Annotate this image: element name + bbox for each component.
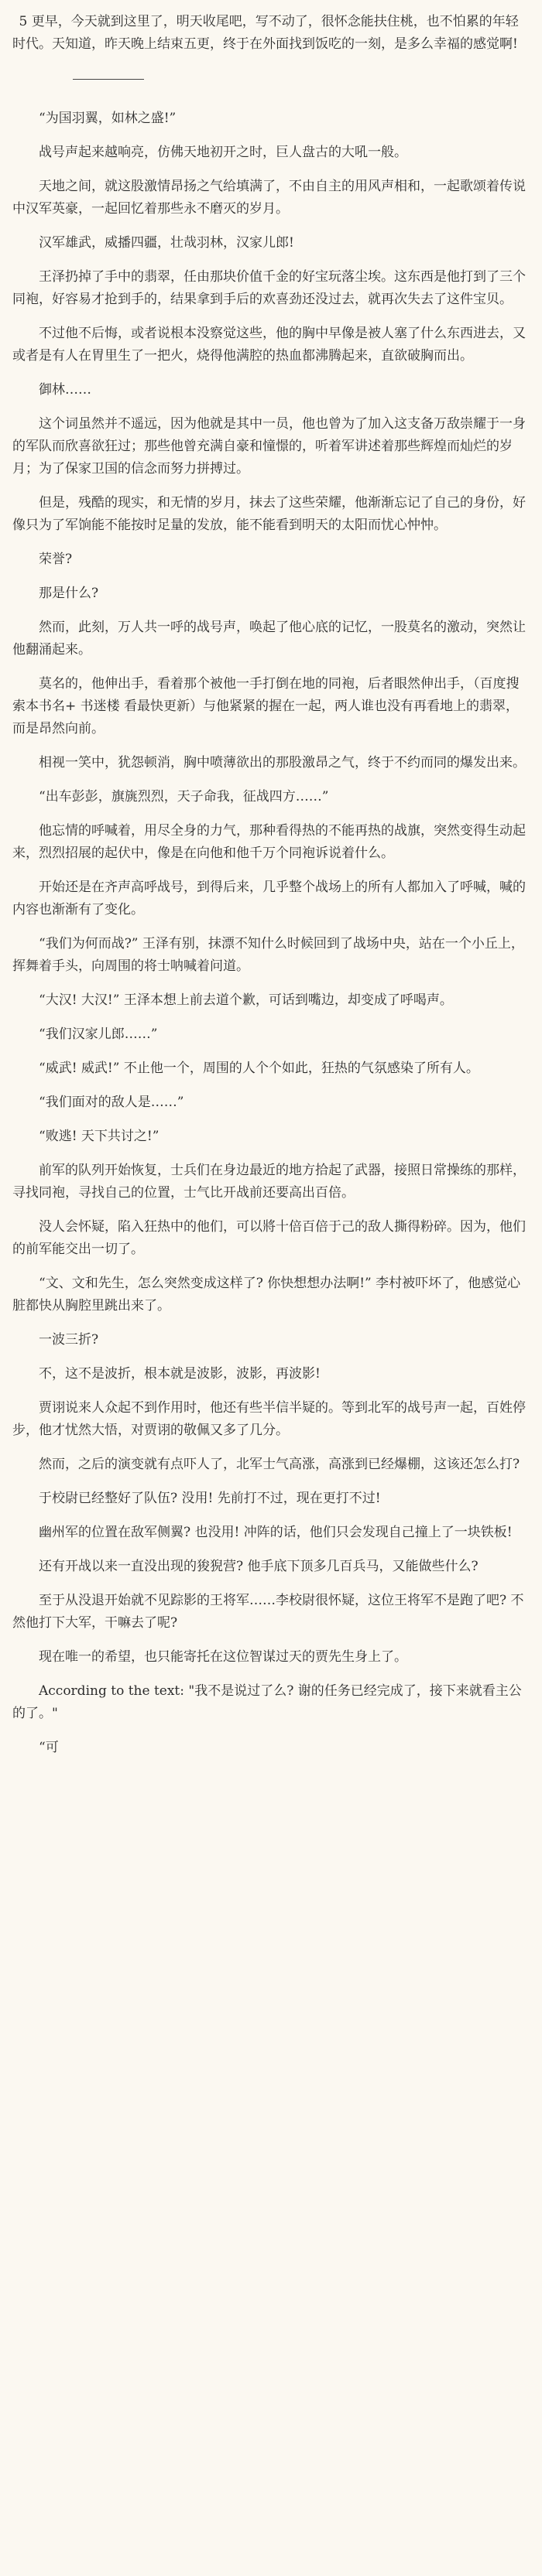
body-paragraph: 没人会怀疑，陷入狂热中的他们，可以將十倍百倍于己的敌人撕得粉碎。因为，他们的前军能交出一切了。 xyxy=(12,1219,526,1257)
section-divider xyxy=(73,79,144,80)
body-paragraph: 现在唯一的希望，也只能寄托在这位智谋过天的贾先生身上了。 xyxy=(39,1649,407,1665)
body-paragraph: “威武! 威武!” 不止他一个，周围的人个个如此，狂热的气氛感染了所有人。 xyxy=(39,1061,479,1076)
body-paragraph: “败逃! 天下共讨之!” xyxy=(39,1129,160,1144)
body-paragraph: “文、文和先生，怎么突然变成这样了? 你快想想办法啊!” 李村被吓坏了，他感觉心脏都快从胸腔里跳出来了。 xyxy=(12,1276,521,1314)
paragraph-list xyxy=(12,108,530,1759)
body-paragraph: 然而，此刻，万人共一呼的战号声，唤起了他心底的记忆，一股莫名的激动，突然让他翻涌起来。 xyxy=(12,620,526,658)
body-paragraph: 相视一笑中，犹怨顿消，胸中喷薄欲出的那股激昂之气，终于不约而同的爆发出来。 xyxy=(39,755,526,770)
body-paragraph: 不过他不后悔，或者说根本没察觉这些，他的胸中早像是被人塞了什么东西进去，又或者是有人在胃里生了一把火，烧得他满腔的热血都沸腾起来，直欲破胸而出。 xyxy=(12,326,526,364)
body-paragraph: 前军的队列开始恢复，士兵们在身边最近的地方拾起了武器，接照日常操练的那样，寻找同袍，寻找自己的位置，士气比开战前还要高出百倍。 xyxy=(12,1163,526,1201)
body-paragraph: 但是，残酷的现实，和无情的岁月，抹去了这些荣耀，他渐渐忘记了自己的身份，好像只为了军饷能不能按时足量的发放，能不能看到明天的太阳而忧心忡忡。 xyxy=(12,495,526,533)
body-paragraph: 荣誉? xyxy=(39,552,73,567)
body-paragraph: 战号声起来越响亮，仿佛天地初开之时，巨人盘古的大吼一般。 xyxy=(39,145,407,160)
body-paragraph: 天地之间，就这股激情昂扬之气给填满了，不由自主的用风声相和，一起歌颂着传说中汉军英豪，一起回忆着那些永不磨灭的岁月。 xyxy=(12,179,526,217)
body-paragraph: “我们面对的敌人是……” xyxy=(39,1095,184,1110)
body-paragraph: “出车彭彭，旗旐烈烈，天子命我，征战四方……” xyxy=(39,789,329,805)
body-paragraph: “为国羽翼，如林之盛!” xyxy=(39,111,177,126)
body-paragraph: 王泽扔掉了手中的翡翠，任由那块价值千金的好宝玩落尘埃。这东西是他打到了三个同袍，好容易才抢到手的，结果拿到手后的欢喜劲还没过去，就再次失去了这件宝贝。 xyxy=(12,269,526,307)
body-paragraph: 汉军雄武，威播四疆，壮哉羽林，汉家儿郎! xyxy=(39,235,294,251)
intro-paragraph: 5 更早，今天就到这里了，明天收尾吧，写不动了，很怀念能扶住桃，也不怕累的年轻时代。天知道，昨天晚上结束五更，终于在外面找到饭吃的一刻，是多么幸福的感觉啊! xyxy=(12,14,519,52)
body-paragraph: 不，这不是波折，根本就是波影，波影，再波影! xyxy=(39,1366,321,1382)
body-paragraph: 这个词虽然并不遥远，因为他就是其中一员，他也曾为了加入这支备万敌崇耀于一身的军队而欣喜欲狂过；那些他曾充满自豪和憧憬的，听着军讲述着那些辉煌而灿烂的岁月；为了保家卫国的信念而努力拼搏过。 xyxy=(12,416,526,477)
body-paragraph: “可 xyxy=(39,1740,59,1755)
body-paragraph: “我们为何而战?” 王泽有别，抹漂不知什么时候回到了战场中央，站在一个小丘上，挥舞着手头，向周围的将士呐喊着问道。 xyxy=(12,936,524,974)
body-paragraph: 他忘情的呼喊着，用尽全身的力气，那种看得热的不能再热的战旗，突然变得生动起来，烈烈招展的起伏中，像是在向他和他千万个同袍诉说着什么。 xyxy=(12,823,526,861)
body-paragraph: According to the text: "我不是说过了么? 谢的任务已经完成了，接下来就看主公的了。" xyxy=(12,1683,522,1721)
body-paragraph: 一波三折? xyxy=(39,1332,99,1348)
body-paragraph: 还有开战以来一直没出现的狻猊营? 他手底下顶多几百兵马，又能做些什么? xyxy=(39,1559,479,1574)
body-paragraph: 至于从没退开始就不见踪影的王将军……李校尉很怀疑，这位王将军不是跑了吧? 不然他打下大军，干嘛去了呢? xyxy=(12,1593,524,1631)
body-paragraph: 那是什么? xyxy=(39,586,99,601)
body-paragraph: 然而，之后的演变就有点吓人了，北军士气高涨，高涨到已经爆棚，这该还怎么打? xyxy=(39,1457,520,1472)
body-paragraph: 贾诩说来人众起不到作用时，他还有些半信半疑的。等到北军的战号声一起，百姓停步，他才忧然大悟，对贾诩的敬佩又多了几分。 xyxy=(12,1400,526,1438)
body-paragraph: 开始还是在齐声高呼战号，到得后来，几乎整个战场上的所有人都加入了呼喊，喊的内容也渐渐有了变化。 xyxy=(12,880,526,917)
body-paragraph: 幽州军的位置在敌军侧翼? 也没用! 冲阵的话，他们只会发现自己撞上了一块铁板! xyxy=(39,1525,513,1540)
body-paragraph: 于校尉已经整好了队伍? 没用! 先前打不过，现在更打不过! xyxy=(39,1491,381,1506)
body-paragraph: “我们汉家儿郎……” xyxy=(39,1027,158,1042)
body-paragraph: 莫名的，他伸出手，看着那个被他一手打倒在地的同袍，后者眼然伸出手，（百度搜索本书名+ 书迷楼 看最快更新）与他紧紧的握在一起，两人谁也没有再看地上的翡翠，而是昂然向前。 xyxy=(12,676,520,736)
body-paragraph: 御林…… xyxy=(39,382,91,398)
body-paragraph: “大汉! 大汉!” 王泽本想上前去道个歉，可话到嘴边，却变成了呼喝声。 xyxy=(39,992,453,1008)
